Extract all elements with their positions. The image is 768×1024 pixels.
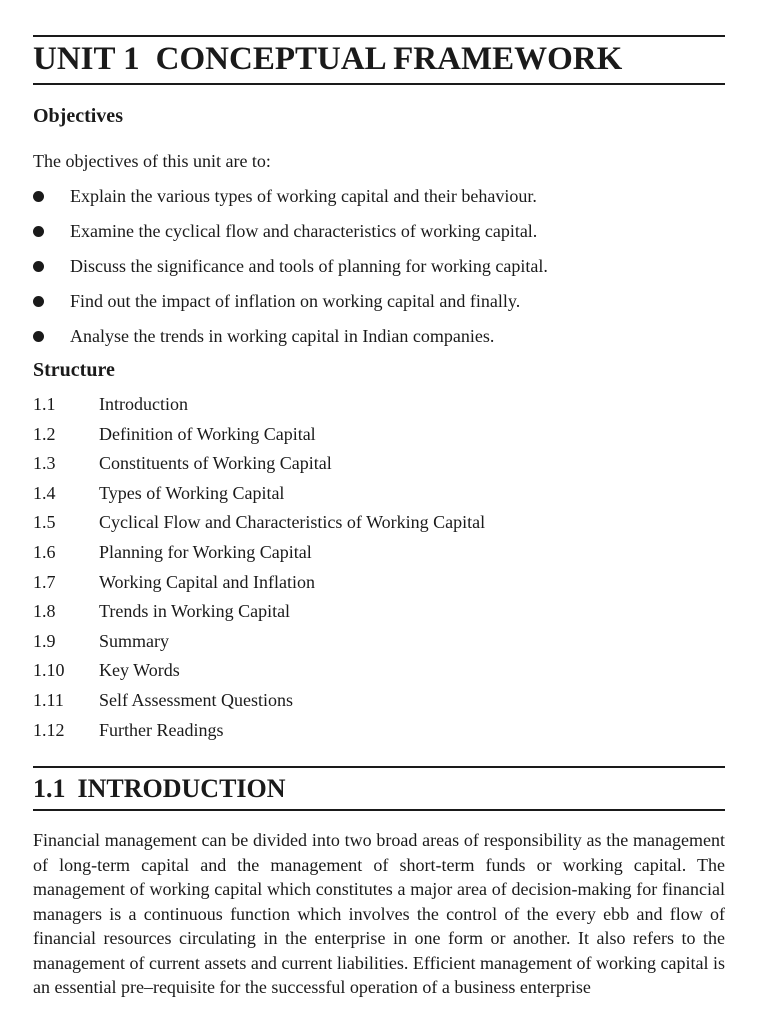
objective-item: Examine the cyclical flow and characteristics of working capital. xyxy=(33,219,725,254)
bullet-icon xyxy=(33,331,44,342)
structure-item: 1.7 Working Capital and Inflation xyxy=(33,571,315,592)
structure-item: 1.8 Trends in Working Capital xyxy=(33,601,291,622)
introduction-number: 1.1 xyxy=(33,774,66,804)
structure-list xyxy=(33,392,725,747)
introduction-heading xyxy=(33,768,725,809)
unit-name: CONCEPTUAL FRAMEWORK xyxy=(155,41,623,77)
structure-item: 1.4 Types of Working Capital xyxy=(33,482,285,503)
structure-item: 1.9 Summary xyxy=(33,630,169,651)
structure-item: 1.11 Self Assessment Questions xyxy=(33,689,294,710)
bullet-icon xyxy=(33,261,44,272)
unit-number: UNIT 1 xyxy=(33,41,140,77)
structure-item: 1.5 Cyclical Flow and Characteristics of Working Capital xyxy=(33,512,486,533)
structure-heading: Structure xyxy=(33,359,115,381)
structure-item: 1.10 Key Words xyxy=(33,660,180,681)
document-page xyxy=(33,0,725,1000)
structure-item: 1.3 Constituents of Working Capital xyxy=(33,453,332,474)
objective-item: Analyse the trends in working capital in Indian companies. xyxy=(33,324,725,359)
structure-item: 1.6 Planning for Working Capital xyxy=(33,541,312,562)
structure-item: 1.12 Further Readings xyxy=(33,719,224,740)
introduction-bottom-rule xyxy=(33,809,725,811)
structure-item: 1.1 Introduction xyxy=(33,394,188,414)
bullet-icon xyxy=(33,226,44,237)
objective-item: Find out the impact of inflation on working capital and finally. xyxy=(33,289,725,324)
objectives-intro: The objectives of this unit are to: xyxy=(33,151,271,171)
introduction-title: INTRODUCTION xyxy=(77,774,286,804)
objective-item: Explain the various types of working capital and their behaviour. xyxy=(33,184,725,219)
structure-item: 1.2 Definition of Working Capital xyxy=(33,423,316,444)
objective-item: Discuss the significance and tools of planning for working capital. xyxy=(33,254,725,289)
objectives-list xyxy=(33,184,725,359)
introduction-paragraph: Financial management can be divided into two broad areas of responsibility as the management of long-term capital and the management of short-term funds or working capital. The management of working capital which constitutes a major area of decision-making for financial managers is a continuous function which involves the control of the every ebb and flow of financial resources circulating in the enterprise in one form or another. It also refers to the management of current assets and current liabilities. Efficient management of working capital is an essential pre–requisite for the successful operation of a business enterprise xyxy=(33,830,725,998)
bullet-icon xyxy=(33,296,44,307)
objectives-heading: Objectives xyxy=(33,105,123,127)
bullet-icon xyxy=(33,191,44,202)
unit-title xyxy=(33,37,725,83)
unit-title-rule xyxy=(33,83,725,85)
